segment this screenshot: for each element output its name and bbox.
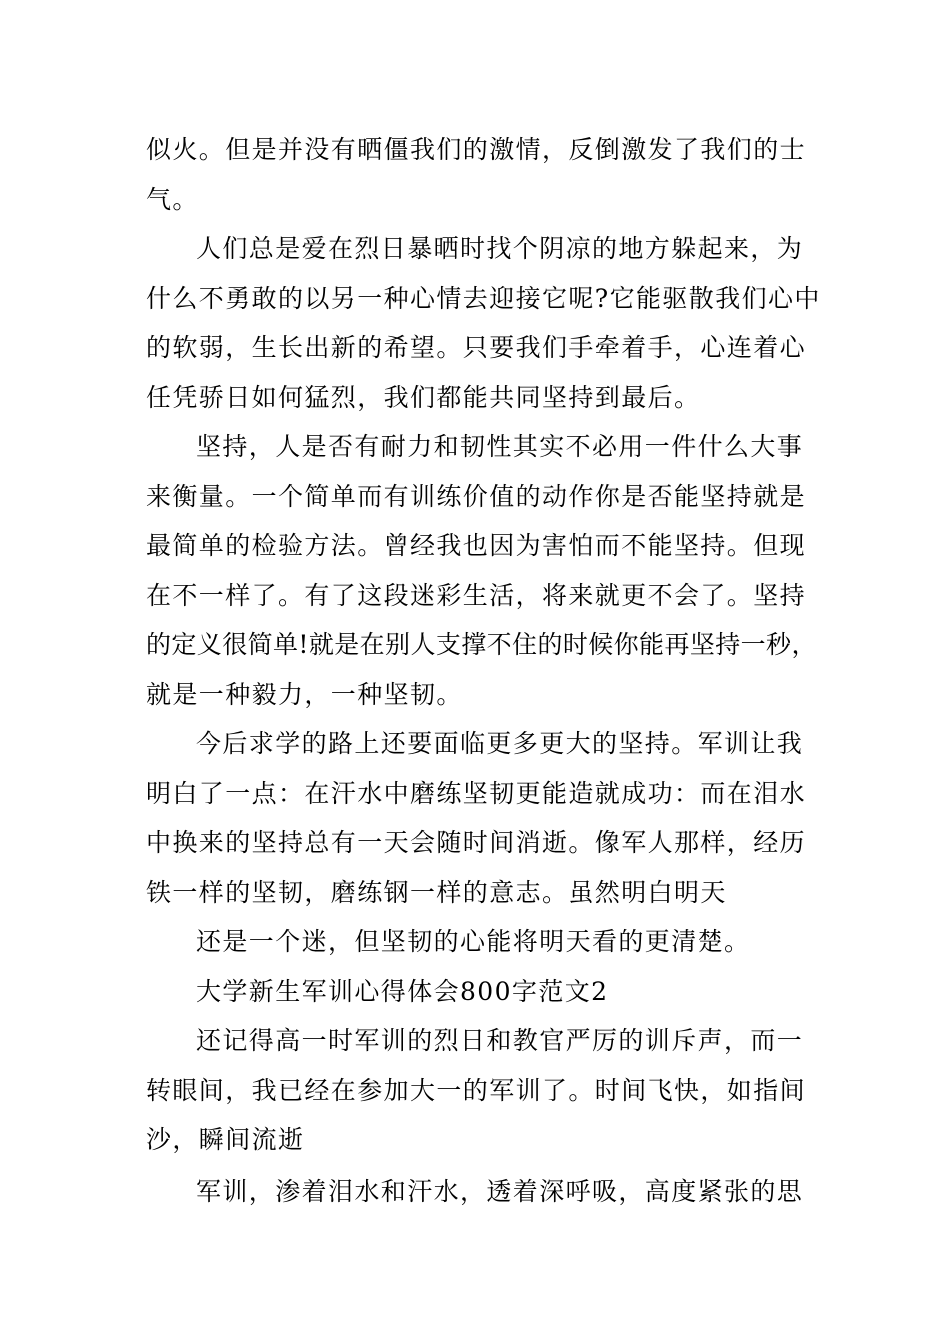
document-page bbox=[146, 125, 821, 1216]
text-line: 军训，渗着泪水和汗水，透着深呼吸，高度紧张的思 bbox=[196, 1176, 804, 1206]
text-line: 最简单的检验方法。曾经我也因为害怕而不能坚持。但现 bbox=[146, 531, 807, 560]
text-line: 似火。但是并没有晒僵我们的激情，反倒激发了我们的士 bbox=[146, 135, 807, 164]
text-line: 还记得高一时军训的烈日和教官严厉的训斥声，而一 bbox=[196, 1026, 804, 1055]
text-line: 人们总是爱在烈日暴晒时找个阴凉的地方躲起来，为 bbox=[196, 234, 804, 263]
text-line: 转眼间，我已经在参加大一的军训了。时间飞快，如指间 bbox=[146, 1075, 807, 1105]
text-line: 沙，瞬间流逝 bbox=[146, 1125, 305, 1154]
text-line: 来衡量。一个简单而有训练价值的动作你是否能坚持就是 bbox=[146, 481, 807, 511]
text-line: 的定义很简单!就是在别人支撑不住的时候你能再坚持一秒， bbox=[146, 630, 817, 659]
text-line: 在不一样了。有了这段迷彩生活，将来就更不会了。坚持 bbox=[146, 580, 807, 610]
text-line: 什么不勇敢的以另一种心情去迎接它呢?它能驱散我们心中 bbox=[146, 283, 821, 313]
text-line: 今后求学的路上还要面临更多更大的坚持。军训让我 bbox=[196, 729, 804, 758]
text-line: 气。 bbox=[146, 184, 199, 214]
text-line: 还是一个迷，但坚韧的心能将明天看的更清楚。 bbox=[196, 927, 751, 956]
text-line: 任凭骄日如何猛烈，我们都能共同坚持到最后。 bbox=[146, 382, 701, 412]
text-line: 明白了一点：在汗水中磨练坚韧更能造就成功：而在泪水 bbox=[146, 778, 807, 808]
text-line: 铁一样的坚韧，磨练钢一样的意志。虽然明白明天 bbox=[146, 877, 727, 907]
text-line: 的软弱，生长出新的希望。只要我们手牵着手，心连着心 bbox=[146, 333, 807, 362]
text-line: 坚持，人是否有耐力和韧性其实不必用一件什么大事 bbox=[196, 432, 804, 461]
text-line: 中换来的坚持总有一天会随时间消逝。像军人那样，经历 bbox=[146, 828, 807, 857]
section-heading: 大学新生军训心得体会800字范文2 bbox=[196, 976, 609, 1006]
text-line: 就是一种毅力，一种坚韧。 bbox=[146, 679, 463, 709]
